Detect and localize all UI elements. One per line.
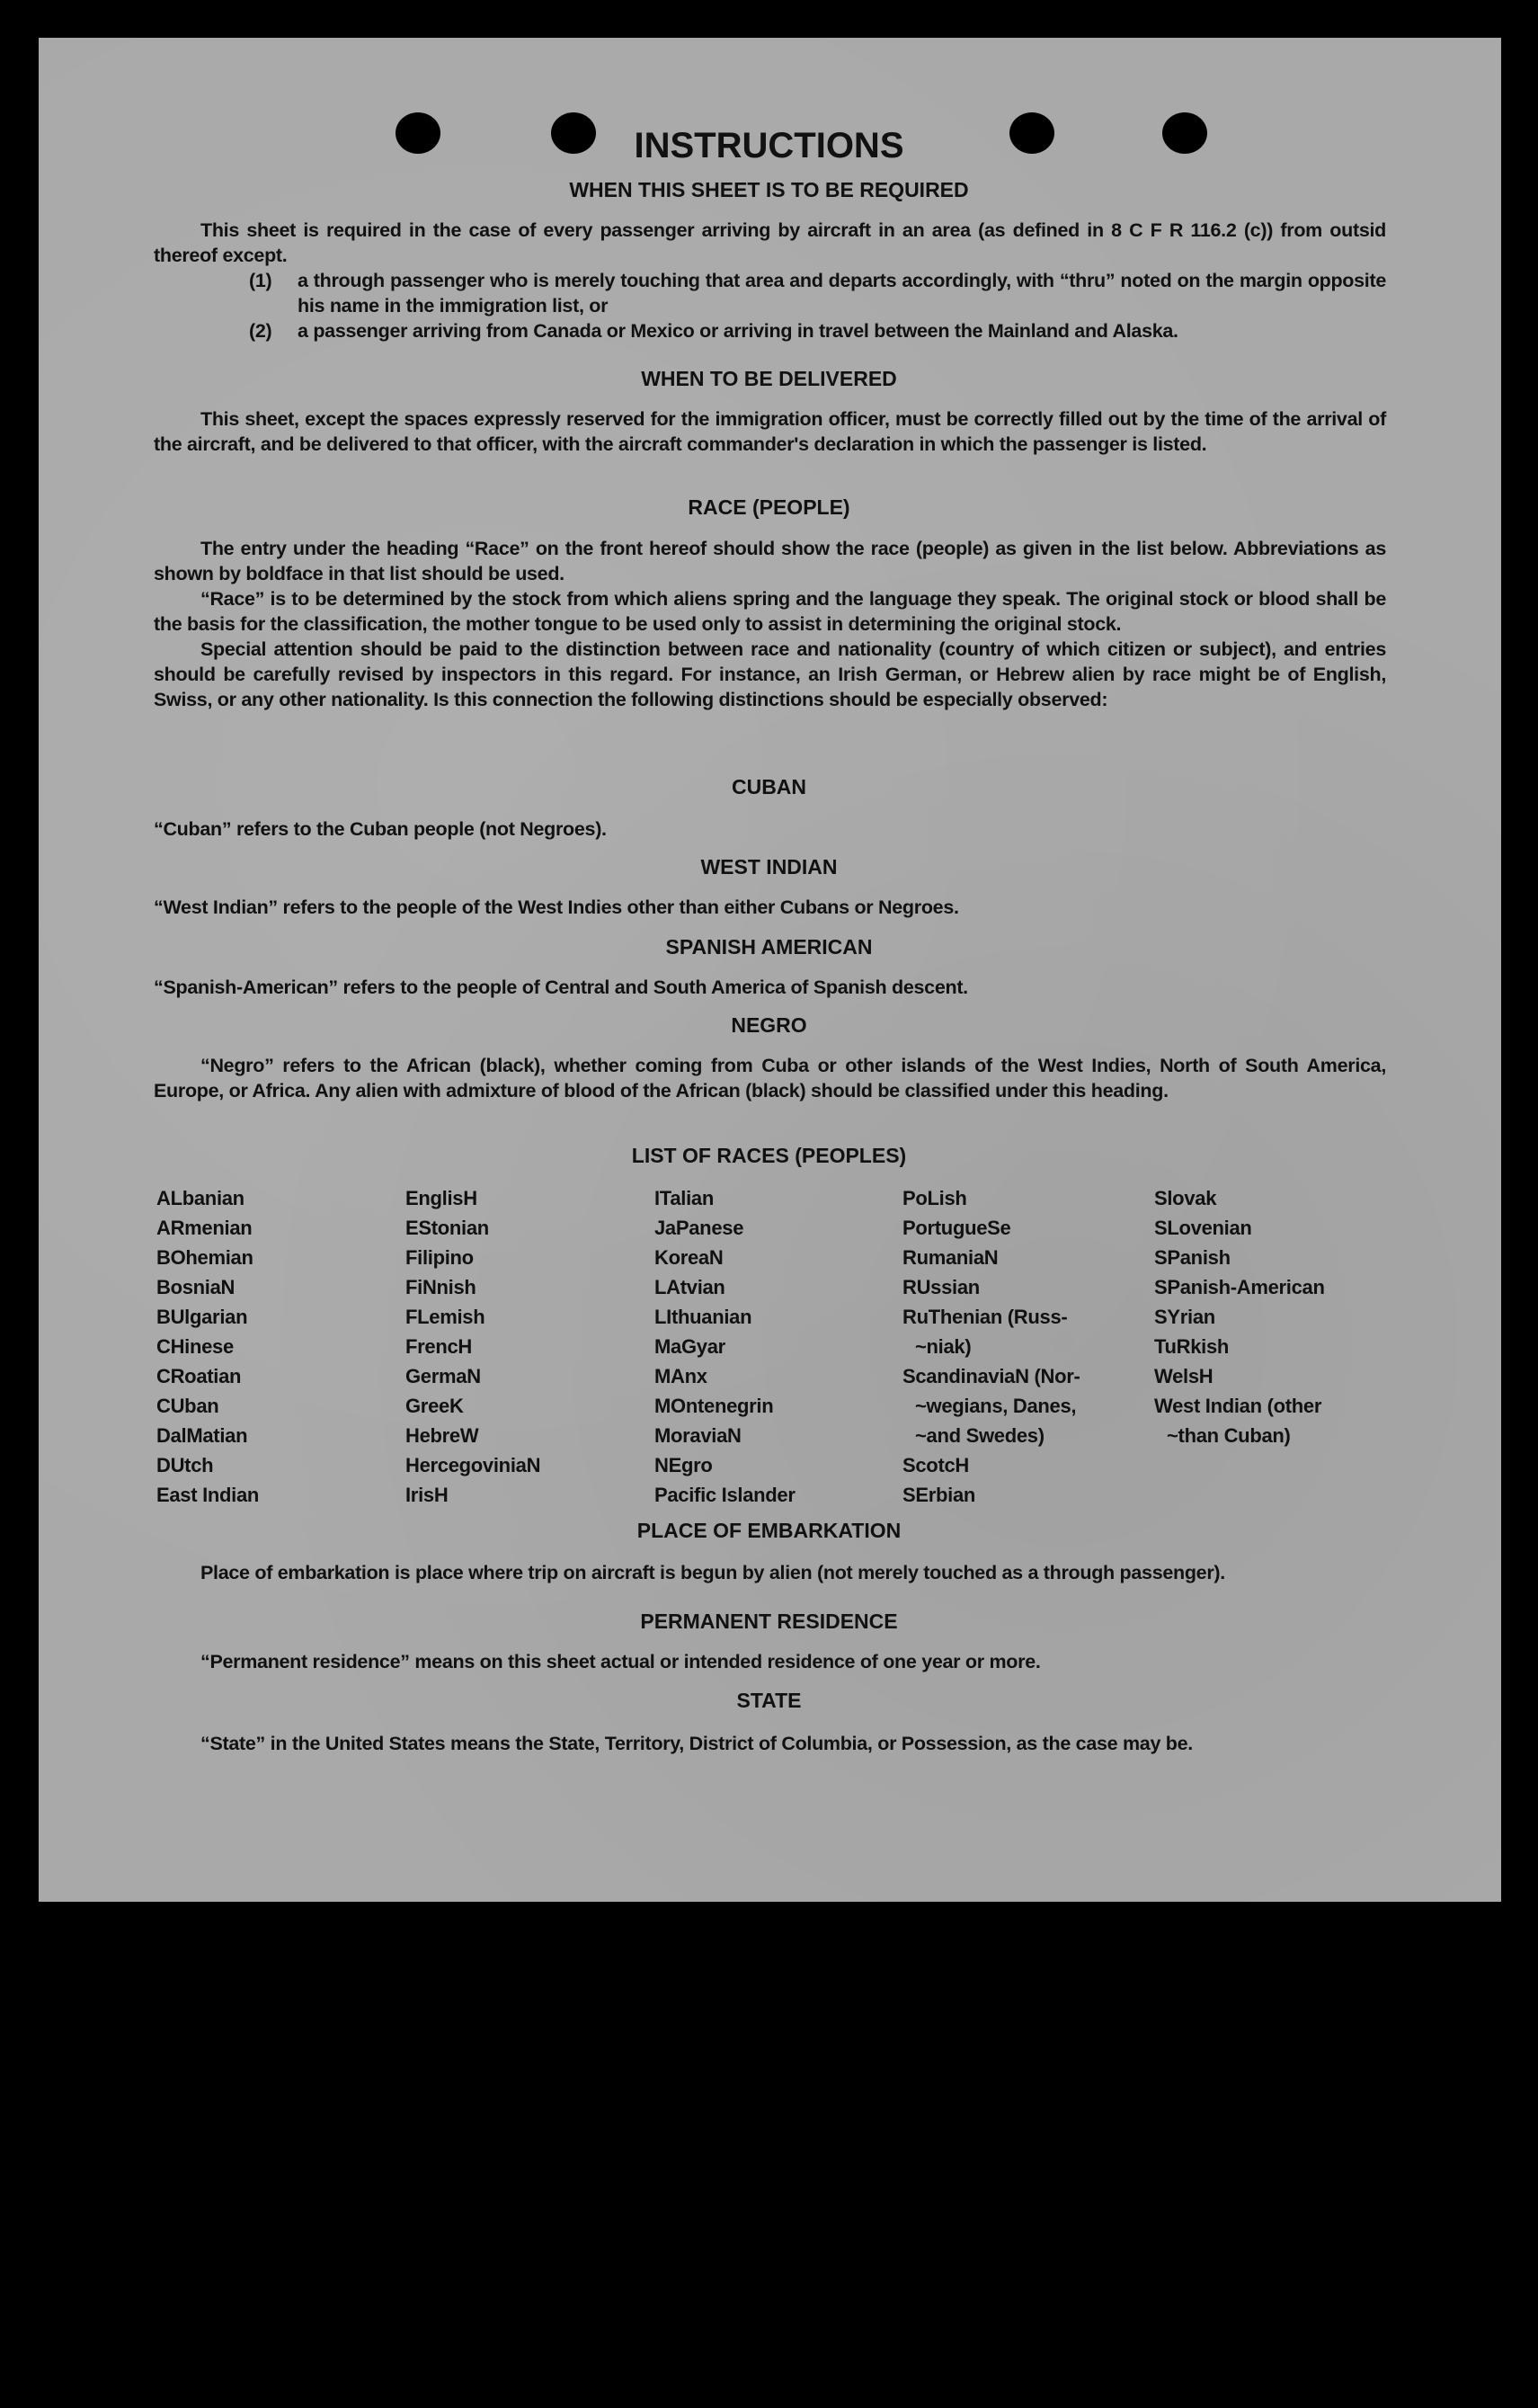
item-text: a passenger arriving from Canada or Mexico or arriving in travel between the Mainland and Alaska. xyxy=(298,320,1178,342)
race-entry: Slovak xyxy=(1154,1187,1217,1209)
page-title: INSTRUCTIONS xyxy=(634,126,904,165)
cuban-text: “Cuban” refers to the Cuban people (not Negroes). xyxy=(154,818,607,840)
race-entry: BosniaN xyxy=(156,1276,236,1298)
race-entry: MAnx xyxy=(654,1365,707,1387)
race-entry: RUssian xyxy=(902,1276,980,1298)
race-column xyxy=(654,1183,796,1510)
race-entry: FLemish xyxy=(405,1306,485,1328)
delivered-text: This sheet, except the spaces expressly reserved for the immigration officer, must be correctly filled out by the time of the arrival of the aircraft, and be delivered to that officer, with the aircraft commander's declaration in which the passenger is listed. xyxy=(154,408,1386,455)
race-entry: HercegoviniaN xyxy=(405,1454,541,1476)
race-entry: ITalian xyxy=(654,1187,714,1209)
race-entry: DUtch xyxy=(156,1454,214,1476)
heading-permanent-residence: PERMANENT RESIDENCE xyxy=(640,1610,898,1633)
race-entry: PoLish xyxy=(902,1187,967,1209)
section-when-required xyxy=(154,218,1386,343)
race-entry: GreeK xyxy=(405,1395,464,1417)
item-number: (1) xyxy=(249,270,272,291)
heading-west-indian: WEST INDIAN xyxy=(700,855,838,878)
race-entry: CUban xyxy=(156,1395,219,1417)
race-entry: MoraviaN xyxy=(654,1424,742,1447)
exception-item xyxy=(154,268,1386,318)
section-cuban xyxy=(154,816,1386,842)
race-paragraph: The entry under the heading “Race” on the front hereof should show the race (people) as given in the list below. Abbreviations as shown by boldface in that list should be used. xyxy=(154,538,1386,584)
west-indian-text: “West Indian” refers to the people of the West Indies other than either Cubans or Negroes. xyxy=(154,896,959,918)
race-entry: EnglisH xyxy=(405,1187,477,1209)
state-text: “State” in the United States means the State, Territory, District of Columbia, or Possession, as the case may be. xyxy=(200,1733,1193,1754)
section-spanish-american xyxy=(154,975,1386,1000)
section-west-indian xyxy=(154,895,1386,920)
item-text: a through passenger who is merely touching that area and departs accordingly, with “thru” noted on the margin opposite his name in the immigration list, or xyxy=(298,270,1386,317)
race-entry: IrisH xyxy=(405,1484,449,1506)
heading-negro: NEGRO xyxy=(731,1013,807,1037)
race-entry: ScandinaviaN (Nor- xyxy=(902,1365,1080,1387)
heading-cuban: CUBAN xyxy=(731,775,807,798)
race-entry: SLovenian xyxy=(1154,1217,1252,1239)
race-entry: West Indian (other xyxy=(1154,1395,1322,1417)
race-entry: GermaN xyxy=(405,1365,481,1387)
race-entry: PortugueSe xyxy=(902,1217,1011,1239)
race-entry: MaGyar xyxy=(654,1335,725,1358)
race-entry: BUlgarian xyxy=(156,1306,248,1328)
required-text: This sheet is required in the case of every passenger arriving by aircraft in an area (as defined in 8 C F R 116.2 (c)) from outsid thereof except. xyxy=(154,219,1386,266)
race-entry: SErbian xyxy=(902,1484,976,1506)
race-entry: CRoatian xyxy=(156,1365,242,1387)
race-entry: Filipino xyxy=(405,1246,474,1269)
negro-text: “Negro” refers to the African (black), whether coming from Cuba or other islands of the West Indies, North of South America, Europe, or Africa. Any alien with admixture of blood of the African (black) should be classified under this heading. xyxy=(154,1055,1386,1101)
heading-spanish-american: SPANISH AMERICAN xyxy=(665,935,873,959)
race-entry: WelsH xyxy=(1154,1365,1214,1387)
race-entry: FrencH xyxy=(405,1335,472,1358)
race-entry: HebreW xyxy=(405,1424,479,1447)
heading-embarkation: PLACE OF EMBARKATION xyxy=(636,1519,902,1542)
section-state xyxy=(154,1731,1386,1756)
race-entry: SPanish xyxy=(1154,1246,1231,1269)
race-entry: KoreaN xyxy=(654,1246,724,1269)
race-entry: ~and Swedes) xyxy=(915,1424,1045,1447)
race-column xyxy=(902,1183,1080,1510)
race-entry: CHinese xyxy=(156,1335,234,1358)
race-entry: Pacific Islander xyxy=(654,1484,796,1506)
race-entry: East Indian xyxy=(156,1484,260,1506)
section-when-delivered xyxy=(154,406,1386,457)
exception-item xyxy=(154,318,1386,343)
race-entry: ~wegians, Danes, xyxy=(915,1395,1077,1417)
spanish-american-text: “Spanish-American” refers to the people of Central and South America of Spanish descent. xyxy=(154,977,968,998)
race-paragraph: Special attention should be paid to the distinction between race and nationality (country of which citizen or subject), and entries should be carefully revised by inspectors in this regard. For instance, an Irish German, or Hebrew alien by race might be of English, Swiss, or any other nationality. Is this connection the following distinctions should be especially observed: xyxy=(154,638,1386,710)
race-column xyxy=(405,1183,540,1510)
race-entry: LAtvian xyxy=(654,1276,725,1298)
heading-list-of-races: LIST OF RACES (PEOPLES) xyxy=(631,1144,907,1167)
section-permanent-residence xyxy=(154,1649,1386,1674)
race-column xyxy=(1154,1183,1325,1450)
race-column xyxy=(156,1183,259,1510)
race-entry: SPanish-American xyxy=(1154,1276,1325,1298)
residence-text: “Permanent residence” means on this sheet actual or intended residence of one year or more. xyxy=(200,1651,1041,1672)
heading-when-delivered: WHEN TO BE DELIVERED xyxy=(641,367,897,390)
section-race xyxy=(154,536,1386,712)
race-entry: NEgro xyxy=(654,1454,713,1476)
race-entry: ~niak) xyxy=(915,1335,972,1358)
race-entry: TuRkish xyxy=(1154,1335,1230,1358)
section-embarkation xyxy=(154,1560,1386,1585)
race-entry: SYrian xyxy=(1154,1306,1215,1328)
heading-race: RACE (PEOPLE) xyxy=(688,495,850,519)
heading-state: STATE xyxy=(736,1689,802,1712)
race-entry: JaPanese xyxy=(654,1217,744,1239)
race-entry: MOntenegrin xyxy=(654,1395,774,1417)
race-entry: FiNnish xyxy=(405,1276,476,1298)
race-entry: ~than Cuban) xyxy=(1167,1424,1291,1447)
race-entry: LIthuanian xyxy=(654,1306,752,1328)
embarkation-text: Place of embarkation is place where trip on aircraft is begun by alien (not merely touched as a through passenger). xyxy=(200,1562,1225,1583)
race-paragraph: “Race” is to be determined by the stock from which aliens spring and the language they speak. The original stock or blood shall be the basis for the classification, the mother tongue to be used only to assist in determining the original stock. xyxy=(154,588,1386,635)
race-entry: EStonian xyxy=(405,1217,489,1239)
race-entry: BOhemian xyxy=(156,1246,253,1269)
race-entry: ScotcH xyxy=(902,1454,969,1476)
race-entry: RumaniaN xyxy=(902,1246,999,1269)
item-number: (2) xyxy=(249,320,272,342)
heading-when-required: WHEN THIS SHEET IS TO BE REQUIRED xyxy=(569,178,969,201)
section-negro xyxy=(154,1053,1386,1103)
race-entry: RuThenian (Russ- xyxy=(902,1306,1068,1328)
race-entry: DalMatian xyxy=(156,1424,248,1447)
race-entry: ARmenian xyxy=(156,1217,253,1239)
race-entry: ALbanian xyxy=(156,1187,244,1209)
